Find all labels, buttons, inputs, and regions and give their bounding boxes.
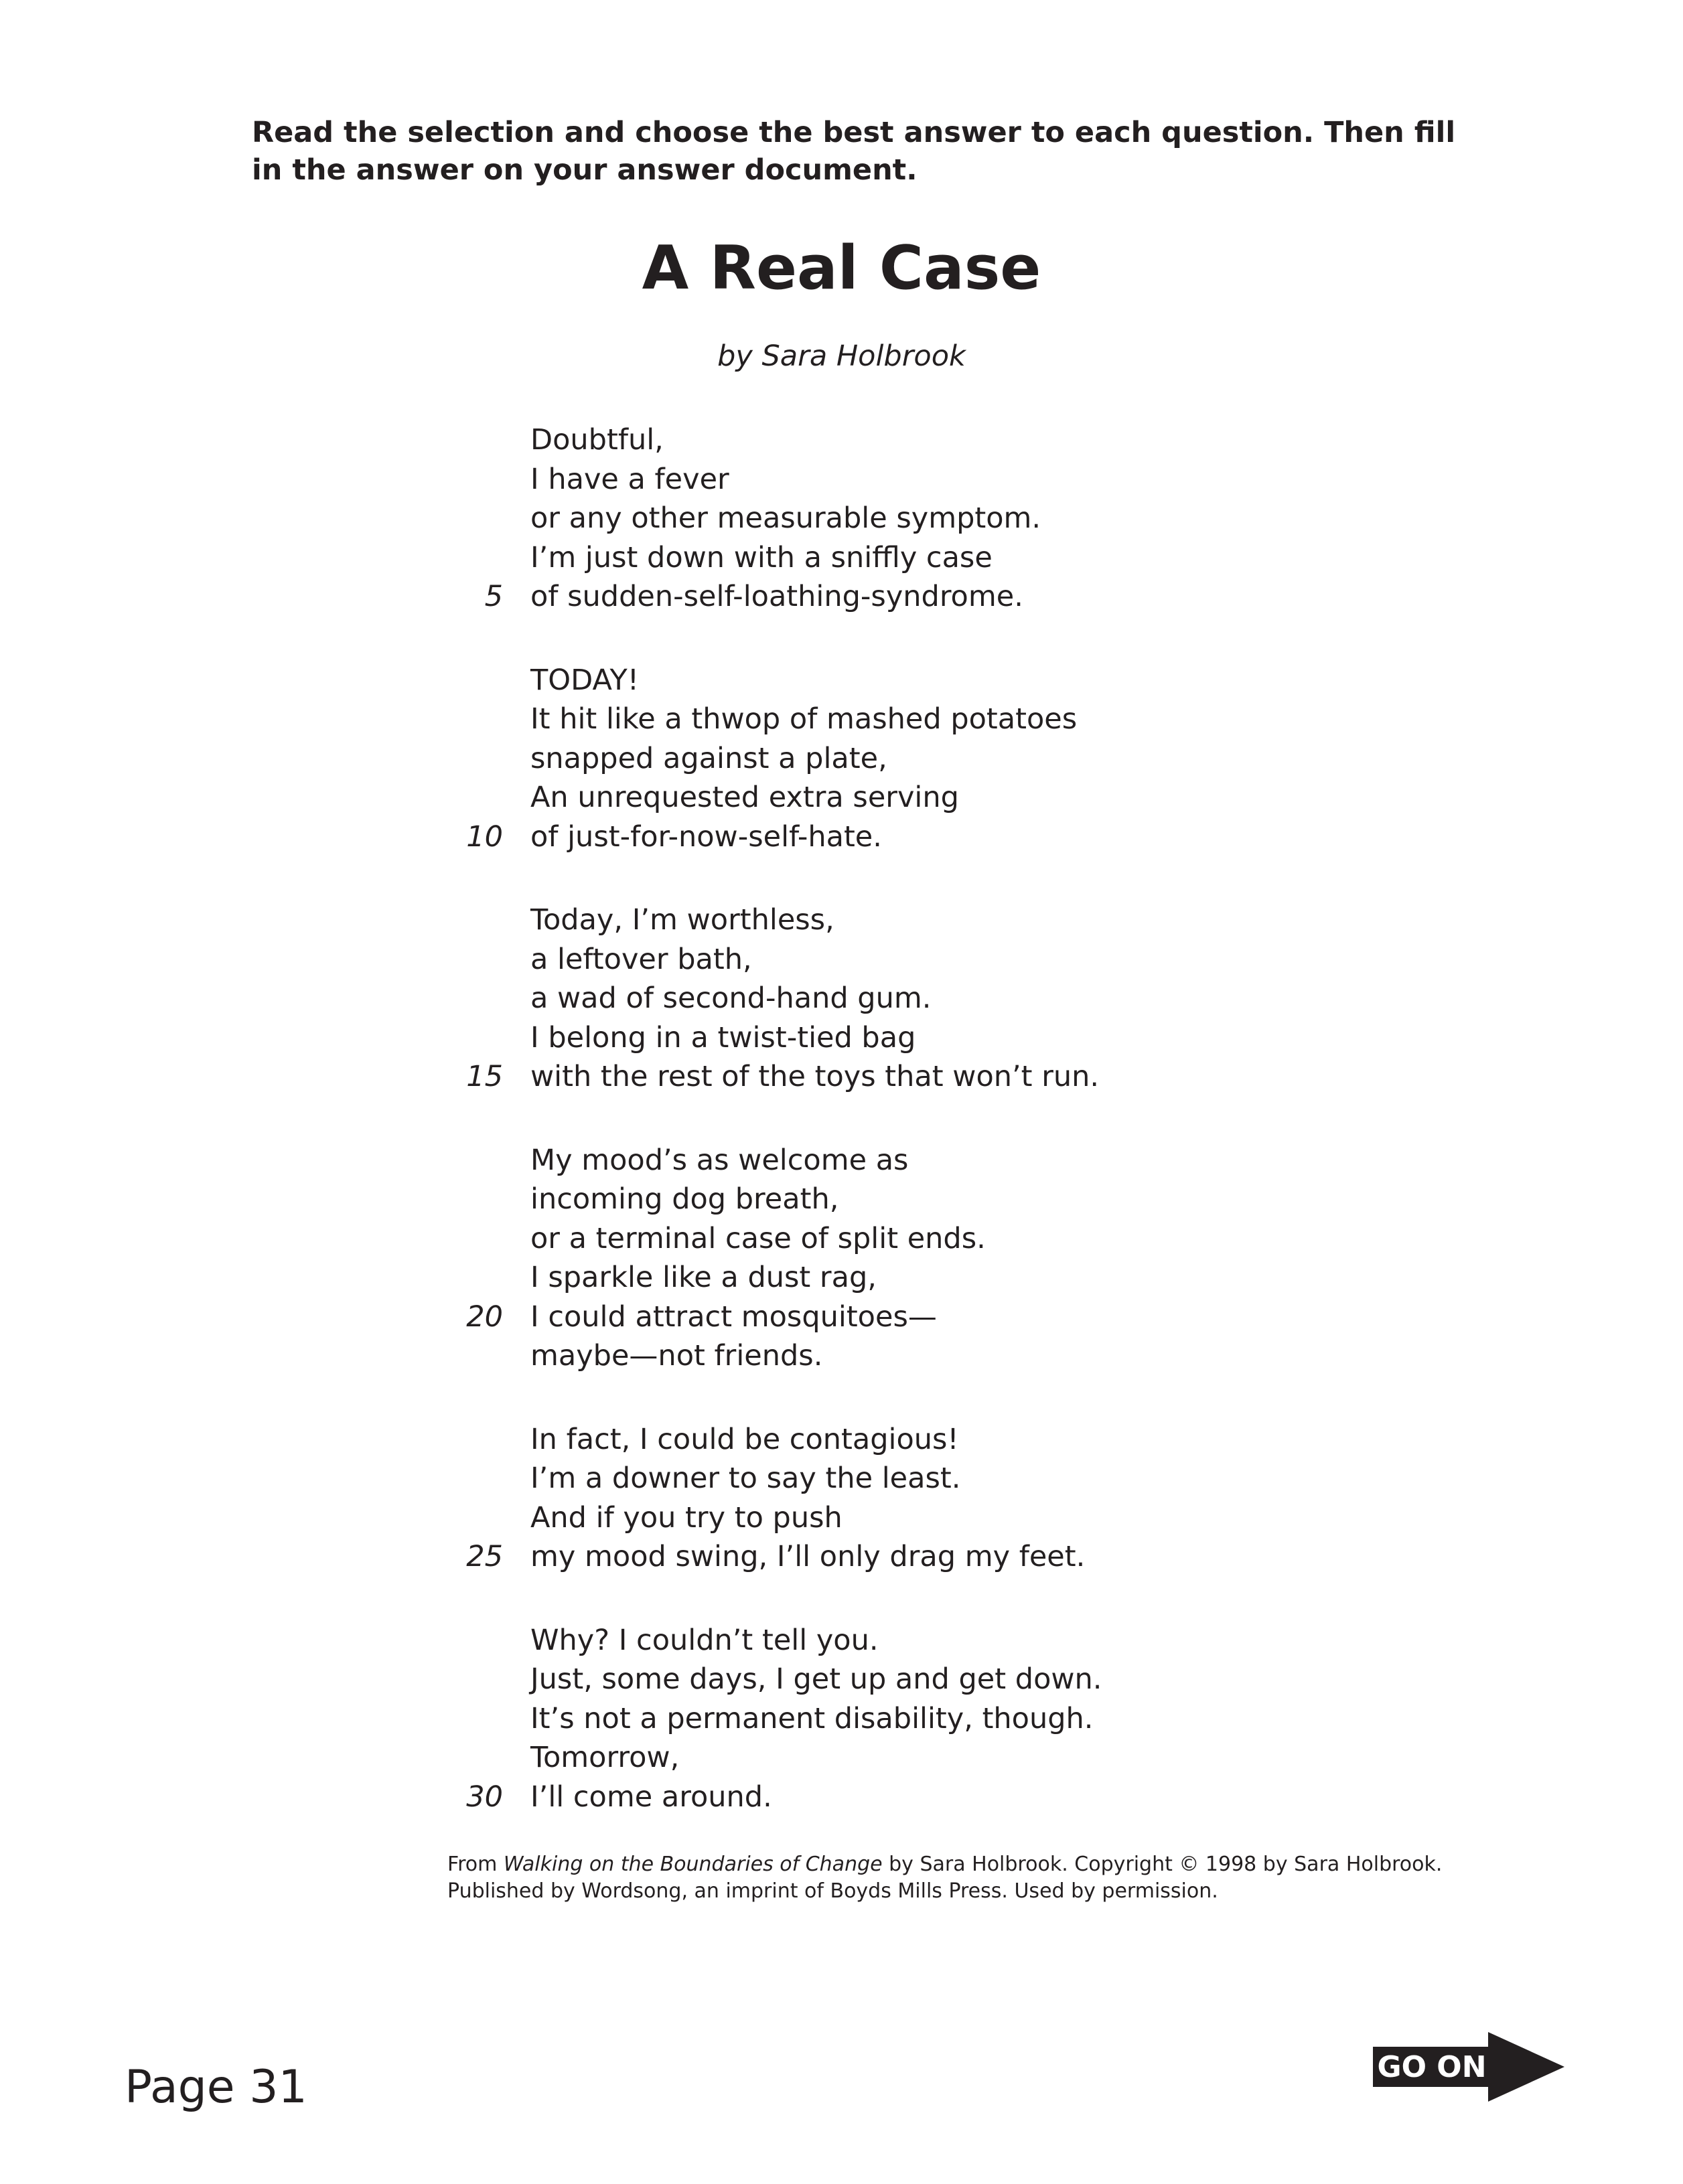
poem-line [0,1180,1683,1219]
credits-rest: by Sara Holbrook. Copyright © 1998 by Sara Holbrook. [882,1853,1443,1876]
line-text: I have a fever [530,462,729,496]
poem-title: A Real Case [642,233,1041,303]
poem-line [0,1537,1683,1577]
poem-line [0,420,1683,460]
poem-line [0,1336,1683,1376]
line-number: 10 [466,820,503,854]
line-text: An unrequested extra serving [530,781,959,814]
line-text: And if you try to push [530,1500,843,1535]
poem-line [0,700,1683,739]
line-text: I could attract mosquitoes— [530,1300,937,1334]
credits-book-title: Walking on the Boundaries of Change [503,1853,883,1876]
line-number: 5 [484,580,503,613]
line-text: Why? I couldn’t tell you. [530,1623,879,1657]
instructions [252,114,1457,189]
line-text: incoming dog breath, [530,1182,839,1216]
line-text: In fact, I could be contagious! [530,1422,959,1456]
poem-line [0,1258,1683,1298]
line-text: I’m just down with a sniffly case [530,540,993,574]
poem-line [0,1660,1683,1699]
poem-line [0,538,1683,578]
poem-line [0,1298,1683,1337]
instructions-line-1: Read the selection and choose the best answer to each question. Then fill [252,116,1456,149]
line-text: My mood’s as welcome as [530,1143,909,1177]
line-text: maybe—not friends. [530,1339,823,1373]
line-text: or a terminal case of split ends. [530,1221,986,1255]
stanza [0,1141,1683,1376]
poem-line [0,1420,1683,1460]
poem-line [0,1141,1683,1180]
poem-line [0,1057,1683,1097]
poem-line [0,1738,1683,1778]
page-number: Page 31 [125,2061,307,2114]
line-text: with the rest of the toys that won’t run. [530,1060,1100,1093]
poem-line [0,778,1683,817]
line-number: 25 [466,1540,503,1573]
line-text: snapped against a plate, [530,741,887,775]
poem-line [0,499,1683,538]
go-on-label: GO ON [1377,2050,1487,2084]
poem-line [0,817,1683,857]
poem-line [0,1621,1683,1660]
stanza [0,1420,1683,1577]
line-text: I sparkle like a dust rag, [530,1261,877,1294]
line-text: a leftover bath, [530,942,752,976]
poem-body [0,420,1683,1861]
instructions-line-2: in the answer on your answer document. [252,153,918,187]
line-text: I’ll come around. [530,1780,772,1814]
line-text: of just-for-now-self-hate. [530,820,882,854]
poem-line [0,1459,1683,1498]
poem-line [0,661,1683,700]
credits-line-1 [447,1851,1442,1878]
stanza [0,1621,1683,1817]
line-text: Tomorrow, [530,1741,680,1774]
poem-line [0,1498,1683,1538]
poem-line [0,1699,1683,1739]
line-text: a wad of second-hand gum. [530,982,932,1015]
line-text: my mood swing, I’ll only drag my feet. [530,1540,1086,1573]
poem-line [0,460,1683,499]
credits-from: From [447,1853,504,1876]
line-text: It hit like a thwop of mashed potatoes [530,702,1078,736]
line-text: or any other measurable symptom. [530,501,1041,535]
line-text: Today, I’m worthless, [530,903,834,937]
poem-line [0,739,1683,779]
poem-line [0,1018,1683,1058]
line-text: Just, some days, I get up and get down. [530,1662,1102,1696]
poem-line [0,1219,1683,1259]
line-text: I belong in a twist-tied bag [530,1020,916,1055]
stanza [0,420,1683,617]
poem-line [0,901,1683,940]
line-number: 30 [466,1780,503,1814]
line-text: TODAY! [530,663,640,697]
poem-line [0,1778,1683,1817]
line-number: 20 [466,1300,503,1334]
byline: by Sara Holbrook [717,339,966,373]
line-text: It’s not a permanent disability, though. [530,1701,1094,1735]
line-text: of sudden-self-loathing-syndrome. [530,580,1023,613]
credits-line-2: Published by Wordsong, an imprint of Boyds Mills Press. Used by permission. [447,1879,1218,1903]
poem-line [0,940,1683,980]
stanza [0,661,1683,857]
line-text: I’m a downer to say the least. [530,1462,961,1495]
poem-line [0,979,1683,1018]
credits [447,1851,1442,1905]
poem-line [0,577,1683,617]
line-text: Doubtful, [530,423,664,457]
go-on-button[interactable] [1373,2032,1564,2102]
line-number: 15 [466,1060,503,1093]
stanza [0,901,1683,1097]
